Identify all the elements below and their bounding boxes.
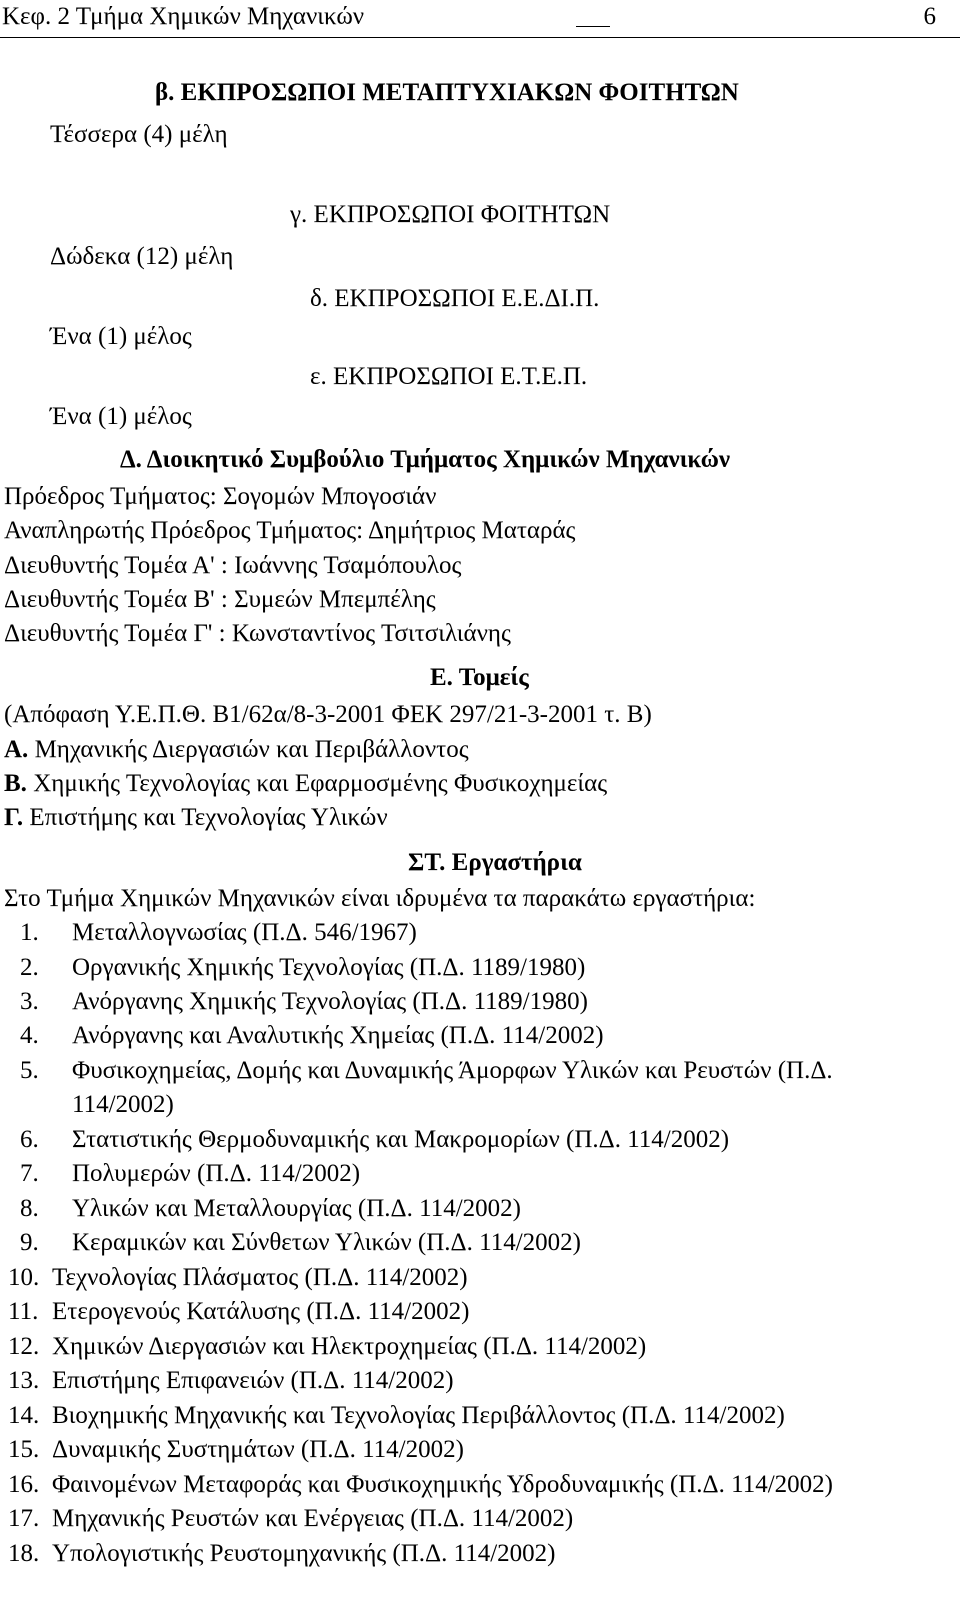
board-heading: Δ. Διοικητικό Συμβούλιο Τμήματος Χημικών Μηχανικών: [120, 446, 731, 473]
lab-number: 9.: [20, 1229, 39, 1256]
lab-text: Οργανικής Χημικής Τεχνολογίας (Π.Δ. 1189/1980): [72, 954, 586, 981]
lab-number: 18.: [8, 1540, 40, 1567]
lab-item: [20, 985, 588, 1019]
lab-item: [8, 1330, 646, 1364]
rep-heading-postgrad: β. ΕΚΠΡΟΣΩΠΟΙ ΜΕΤΑΠΤΥΧΙΑΚΩΝ ΦΟΙΤΗΤΩΝ: [155, 79, 739, 106]
lab-number: 14.: [8, 1402, 40, 1429]
lab-text: Πολυμερών (Π.Δ. 114/2002): [72, 1160, 361, 1187]
lab-item: [20, 916, 417, 950]
lab-item: [8, 1295, 469, 1329]
rep-heading-eedip: δ. ΕΚΠΡΟΣΩΠΟΙ Ε.Ε.ΔΙ.Π.: [310, 285, 600, 312]
lab-number: 2.: [20, 954, 39, 981]
sectors-heading: Ε. Τομείς: [430, 664, 529, 691]
lab-number: 16.: [8, 1471, 40, 1498]
lab-text: Υπολογιστικής Ρευστομηχανικής (Π.Δ. 114/2002): [52, 1540, 556, 1567]
lab-text: Κεραμικών και Σύνθετων Υλικών (Π.Δ. 114/2002): [72, 1229, 581, 1256]
lab-text: Δυναμικής Συστημάτων (Π.Δ. 114/2002): [52, 1436, 464, 1463]
rep-count-eedip: Ένα (1) μέλος: [50, 323, 192, 350]
rep-count-etep: Ένα (1) μέλος: [50, 403, 192, 430]
sector-letter: Β.: [4, 770, 27, 797]
lab-item: [20, 1226, 581, 1260]
board-line: Διευθυντής Τομέα Β' : Συμεών Μπεμπέλης: [4, 586, 436, 613]
lab-item: [20, 1157, 360, 1191]
lab-text: Φαινομένων Μεταφοράς και Φυσικοχημικής Υδροδυναμικής (Π.Δ. 114/2002): [52, 1471, 833, 1498]
sector-text: Επιστήμης και Τεχνολογίας Υλικών: [29, 804, 388, 831]
lab-item: [8, 1537, 555, 1571]
lab-item: [20, 1019, 604, 1053]
board-line: Αναπληρωτής Πρόεδρος Τμήματος: Δημήτριος Ματαράς: [4, 517, 576, 544]
sector-text: Χημικής Τεχνολογίας και Εφαρμοσμένης Φυσικοχημείας: [33, 770, 608, 797]
lab-text: Μηχανικής Ρευστών και Ενέργειας (Π.Δ. 114/2002): [52, 1505, 574, 1532]
rep-count-students: Δώδεκα (12) μέλη: [50, 243, 234, 270]
labs-heading: ΣΤ. Εργαστήρια: [408, 849, 582, 876]
lab-item: [8, 1364, 454, 1398]
lab-number: 17.: [8, 1505, 40, 1532]
lab-number: 3.: [20, 988, 39, 1015]
board-line: Διευθυντής Τομέα Α' : Ιωάννης Τσαμόπουλος: [4, 552, 462, 579]
rep-count-postgrad: Τέσσερα (4) μέλη: [50, 121, 228, 148]
lab-number: 12.: [8, 1333, 40, 1360]
lab-number: 11.: [8, 1298, 39, 1325]
lab-number: 7.: [20, 1160, 39, 1187]
lab-item: [20, 1123, 729, 1157]
header-rule: [0, 37, 960, 38]
lab-number: 8.: [20, 1195, 39, 1222]
lab-number: 15.: [8, 1436, 40, 1463]
lab-text: Στατιστικής Θερμοδυναμικής και Μακρομορίων (Π.Δ. 114/2002): [72, 1126, 730, 1153]
sector-letter: Α.: [4, 736, 29, 763]
sector-letter: Γ.: [4, 804, 24, 831]
running-header: Κεφ. 2 Τμήμα Χημικών Μηχανικών: [2, 3, 365, 30]
lab-number: 1.: [20, 919, 39, 946]
rep-heading-students: γ. ΕΚΠΡΟΣΩΠΟΙ ΦΟΙΤΗΤΩΝ: [290, 201, 611, 228]
lab-text: Επιστήμης Επιφανειών (Π.Δ. 114/2002): [52, 1367, 454, 1394]
lab-text: Χημικών Διεργασιών και Ηλεκτροχημείας (Π.Δ. 114/2002): [52, 1333, 647, 1360]
board-line: Πρόεδρος Τμήματος: Σογομών Μπογοσιάν: [4, 483, 437, 510]
sector-text: Μηχανικής Διεργασιών και Περιβάλλοντος: [34, 736, 469, 763]
lab-number: 6.: [20, 1126, 39, 1153]
lab-item: [20, 1054, 833, 1088]
lab-text: Ανόργανης Χημικής Τεχνολογίας (Π.Δ. 1189/1980): [72, 988, 588, 1015]
lab-text: Υλικών και Μεταλλουργίας (Π.Δ. 114/2002): [72, 1195, 521, 1222]
board-line: Διευθυντής Τομέα Γ' : Κωνσταντίνος Τσιτσιλιάνης: [4, 620, 511, 647]
lab-item: [8, 1502, 573, 1536]
lab-item: [20, 1192, 521, 1226]
labs-intro: Στο Τμήμα Χημικών Μηχανικών είναι ιδρυμένα τα παρακάτω εργαστήρια:: [4, 885, 756, 912]
lab-number: 13.: [8, 1367, 40, 1394]
rep-heading-etep: ε. ΕΚΠΡΟΣΩΠΟΙ Ε.Τ.Ε.Π.: [310, 363, 588, 390]
lab-text: Βιοχημικής Μηχανικής και Τεχνολογίας Περιβάλλοντος (Π.Δ. 114/2002): [52, 1402, 785, 1429]
lab-text: Ανόργανης και Αναλυτικής Χημείας (Π.Δ. 114/2002): [72, 1022, 604, 1049]
page-number: 6: [923, 3, 936, 30]
lab-item: [20, 951, 585, 985]
sector-item: [4, 767, 607, 801]
lab-item-continuation: 114/2002): [72, 1091, 174, 1118]
lab-item: [8, 1468, 833, 1502]
lab-number: 4.: [20, 1022, 39, 1049]
lab-text: Τεχνολογίας Πλάσματος (Π.Δ. 114/2002): [52, 1264, 468, 1291]
lab-text: Φυσικοχημείας, Δομής και Δυναμικής Άμορφων Υλικών και Ρευστών (Π.Δ.: [72, 1057, 833, 1084]
lab-text: Μεταλλογνωσίας (Π.Δ. 546/1967): [72, 919, 417, 946]
lab-item: [8, 1399, 785, 1433]
sectors-decision: (Απόφαση Υ.Ε.Π.Θ. Β1/62α/8-3-2001 ΦΕΚ 297/21-3-2001 τ. Β): [4, 701, 652, 728]
sector-item: [4, 801, 388, 835]
lab-text: Ετερογενούς Κατάλυσης (Π.Δ. 114/2002): [52, 1298, 470, 1325]
lab-number: 10.: [8, 1264, 40, 1291]
sector-item: [4, 733, 469, 767]
lab-item: [8, 1433, 464, 1467]
lab-number: 5.: [20, 1057, 39, 1084]
lab-item: [8, 1261, 468, 1295]
header-blank-line: [576, 26, 610, 27]
